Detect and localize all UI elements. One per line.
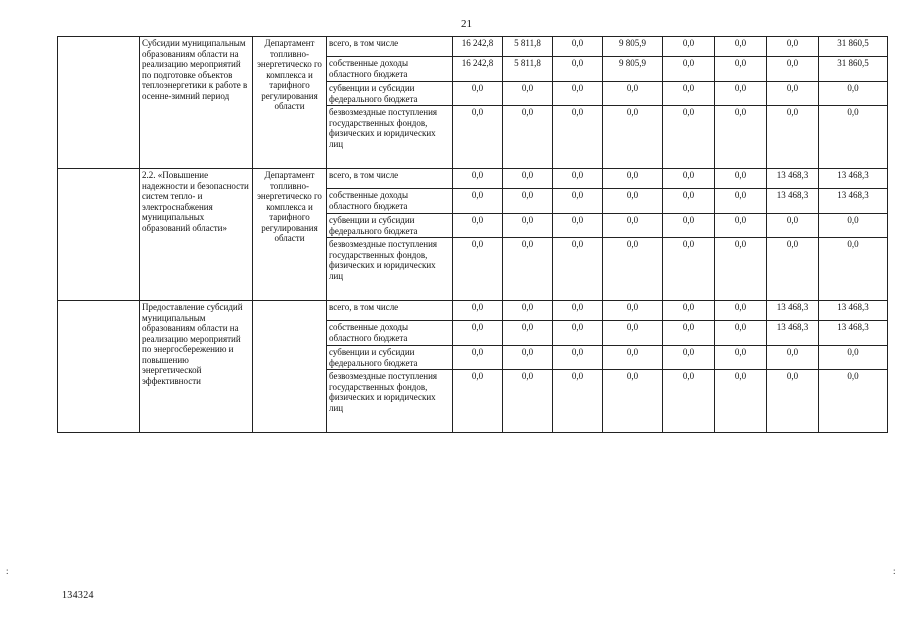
row-number-cell bbox=[58, 169, 140, 301]
amount-cell: 0,0 bbox=[715, 169, 767, 189]
amount-cell: 0,0 bbox=[503, 301, 553, 321]
amount-cell: 0,0 bbox=[663, 82, 715, 106]
program-name-cell: Субсидии муниципальным образованиям области на реализацию мероприятий по подготовке объектов теплоэнергетики к работе в осенне-зимний период bbox=[140, 37, 253, 169]
funding-source-cell: безвозмездные поступления государственных фондов, физических и юридических лиц bbox=[327, 238, 453, 301]
amount-cell: 31 860,5 bbox=[819, 37, 888, 57]
budget-table bbox=[57, 36, 888, 433]
amount-cell: 0,0 bbox=[553, 238, 603, 301]
amount-cell: 0,0 bbox=[453, 106, 503, 169]
amount-cell: 13 468,3 bbox=[819, 321, 888, 346]
amount-cell: 0,0 bbox=[553, 169, 603, 189]
amount-cell: 0,0 bbox=[715, 301, 767, 321]
amount-cell: 0,0 bbox=[553, 57, 603, 82]
amount-cell: 13 468,3 bbox=[819, 189, 888, 214]
program-name-cell: Предоставление субсидий муниципальным образованиям области на реализацию мероприятий по энергосбережению и повышению энергетической эффективности bbox=[140, 301, 253, 433]
amount-cell: 13 468,3 bbox=[819, 169, 888, 189]
amount-cell: 9 805,9 bbox=[603, 57, 663, 82]
amount-cell: 0,0 bbox=[503, 82, 553, 106]
amount-cell: 0,0 bbox=[453, 169, 503, 189]
amount-cell: 0,0 bbox=[553, 189, 603, 214]
row-number-cell bbox=[58, 301, 140, 433]
amount-cell: 0,0 bbox=[663, 238, 715, 301]
amount-cell: 13 468,3 bbox=[819, 301, 888, 321]
amount-cell: 13 468,3 bbox=[767, 189, 819, 214]
amount-cell: 0,0 bbox=[715, 370, 767, 433]
program-name-cell: 2.2. «Повышение надежности и безопасности систем тепло- и электроснабжения муниципальных образований области» bbox=[140, 169, 253, 301]
amount-cell: 0,0 bbox=[503, 370, 553, 433]
budget-table-body bbox=[58, 37, 888, 433]
amount-cell: 0,0 bbox=[453, 189, 503, 214]
amount-cell: 0,0 bbox=[553, 214, 603, 238]
amount-cell: 0,0 bbox=[663, 214, 715, 238]
amount-cell: 0,0 bbox=[553, 370, 603, 433]
amount-cell: 0,0 bbox=[553, 321, 603, 346]
amount-cell: 0,0 bbox=[767, 57, 819, 82]
amount-cell: 0,0 bbox=[767, 346, 819, 370]
amount-cell: 0,0 bbox=[553, 82, 603, 106]
amount-cell: 0,0 bbox=[819, 238, 888, 301]
amount-cell: 0,0 bbox=[553, 37, 603, 57]
funding-source-cell: субвенции и субсидии федерального бюджета bbox=[327, 346, 453, 370]
amount-cell: 0,0 bbox=[503, 106, 553, 169]
amount-cell: 0,0 bbox=[819, 106, 888, 169]
funding-source-cell: безвозмездные поступления государственных фондов, физических и юридических лиц bbox=[327, 106, 453, 169]
amount-cell: 5 811,8 bbox=[503, 37, 553, 57]
budget-row bbox=[58, 301, 888, 321]
amount-cell: 0,0 bbox=[453, 346, 503, 370]
amount-cell: 0,0 bbox=[603, 346, 663, 370]
department-cell: Департамент топливно-энергетическо го комплекса и тарифного регулирования области bbox=[253, 169, 327, 301]
amount-cell: 0,0 bbox=[819, 214, 888, 238]
amount-cell: 13 468,3 bbox=[767, 301, 819, 321]
amount-cell: 0,0 bbox=[663, 321, 715, 346]
amount-cell: 0,0 bbox=[453, 238, 503, 301]
amount-cell: 0,0 bbox=[553, 346, 603, 370]
amount-cell: 0,0 bbox=[767, 370, 819, 433]
document-code: 134324 bbox=[62, 590, 94, 601]
amount-cell: 0,0 bbox=[663, 57, 715, 82]
amount-cell: 0,0 bbox=[503, 169, 553, 189]
amount-cell: 0,0 bbox=[715, 214, 767, 238]
amount-cell: 0,0 bbox=[503, 346, 553, 370]
amount-cell: 0,0 bbox=[453, 301, 503, 321]
amount-cell: 0,0 bbox=[767, 37, 819, 57]
row-number-cell bbox=[58, 37, 140, 169]
amount-cell: 0,0 bbox=[767, 82, 819, 106]
amount-cell: 16 242,8 bbox=[453, 37, 503, 57]
amount-cell: 0,0 bbox=[663, 169, 715, 189]
amount-cell: 0,0 bbox=[603, 301, 663, 321]
amount-cell: 0,0 bbox=[715, 346, 767, 370]
amount-cell: 0,0 bbox=[663, 301, 715, 321]
amount-cell: 0,0 bbox=[603, 370, 663, 433]
amount-cell: 0,0 bbox=[715, 189, 767, 214]
page-number: 21 bbox=[461, 18, 472, 30]
amount-cell: 31 860,5 bbox=[819, 57, 888, 82]
amount-cell: 0,0 bbox=[453, 370, 503, 433]
amount-cell: 0,0 bbox=[819, 82, 888, 106]
amount-cell: 0,0 bbox=[603, 238, 663, 301]
amount-cell: 0,0 bbox=[453, 214, 503, 238]
amount-cell: 0,0 bbox=[453, 321, 503, 346]
funding-source-cell: безвозмездные поступления государственных фондов, физических и юридических лиц bbox=[327, 370, 453, 433]
amount-cell: 0,0 bbox=[819, 370, 888, 433]
department-cell: Департамент топливно-энергетическо го комплекса и тарифного регулирования области bbox=[253, 37, 327, 169]
funding-source-cell: всего, в том числе bbox=[327, 301, 453, 321]
left-edge-mark: : bbox=[6, 566, 9, 576]
amount-cell: 16 242,8 bbox=[453, 57, 503, 82]
amount-cell: 0,0 bbox=[767, 238, 819, 301]
budget-row bbox=[58, 169, 888, 189]
amount-cell: 0,0 bbox=[603, 189, 663, 214]
budget-row bbox=[58, 37, 888, 57]
amount-cell: 13 468,3 bbox=[767, 169, 819, 189]
amount-cell: 0,0 bbox=[663, 370, 715, 433]
amount-cell: 0,0 bbox=[603, 214, 663, 238]
amount-cell: 0,0 bbox=[553, 106, 603, 169]
amount-cell: 0,0 bbox=[715, 37, 767, 57]
amount-cell: 13 468,3 bbox=[767, 321, 819, 346]
right-edge-mark: : bbox=[893, 566, 896, 576]
amount-cell: 5 811,8 bbox=[503, 57, 553, 82]
funding-source-cell: всего, в том числе bbox=[327, 169, 453, 189]
amount-cell: 0,0 bbox=[715, 82, 767, 106]
amount-cell: 0,0 bbox=[663, 37, 715, 57]
amount-cell: 0,0 bbox=[603, 169, 663, 189]
amount-cell: 0,0 bbox=[663, 106, 715, 169]
amount-cell: 0,0 bbox=[715, 106, 767, 169]
amount-cell: 0,0 bbox=[503, 321, 553, 346]
amount-cell: 0,0 bbox=[715, 57, 767, 82]
funding-source-cell: собственные доходы областного бюджета bbox=[327, 57, 453, 82]
amount-cell: 0,0 bbox=[819, 346, 888, 370]
amount-cell: 0,0 bbox=[503, 214, 553, 238]
department-cell bbox=[253, 301, 327, 433]
amount-cell: 0,0 bbox=[715, 238, 767, 301]
amount-cell: 0,0 bbox=[553, 301, 603, 321]
amount-cell: 0,0 bbox=[503, 189, 553, 214]
amount-cell: 0,0 bbox=[603, 106, 663, 169]
funding-source-cell: субвенции и субсидии федерального бюджета bbox=[327, 82, 453, 106]
amount-cell: 0,0 bbox=[663, 189, 715, 214]
funding-source-cell: собственные доходы областного бюджета bbox=[327, 189, 453, 214]
amount-cell: 0,0 bbox=[663, 346, 715, 370]
funding-source-cell: всего, в том числе bbox=[327, 37, 453, 57]
funding-source-cell: субвенции и субсидии федерального бюджета bbox=[327, 214, 453, 238]
amount-cell: 0,0 bbox=[603, 321, 663, 346]
amount-cell: 0,0 bbox=[453, 82, 503, 106]
amount-cell: 9 805,9 bbox=[603, 37, 663, 57]
amount-cell: 0,0 bbox=[503, 238, 553, 301]
amount-cell: 0,0 bbox=[767, 106, 819, 169]
amount-cell: 0,0 bbox=[603, 82, 663, 106]
amount-cell: 0,0 bbox=[715, 321, 767, 346]
funding-source-cell: собственные доходы областного бюджета bbox=[327, 321, 453, 346]
amount-cell: 0,0 bbox=[767, 214, 819, 238]
